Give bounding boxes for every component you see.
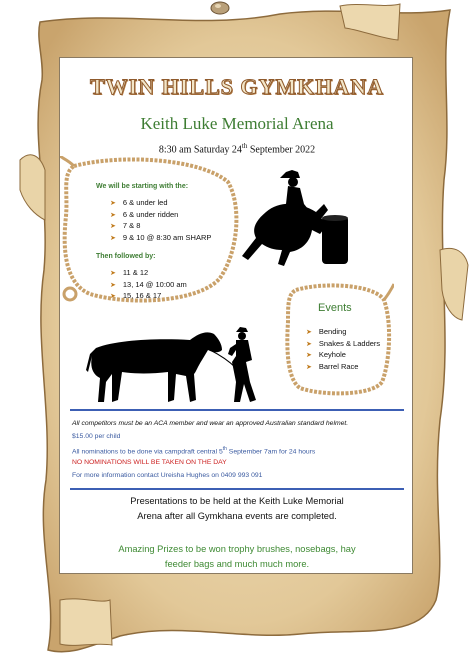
prizes-text: Amazing Prizes to be won trophy brushes, nosebags, hay feeder bags and much much more. (118, 544, 356, 569)
arrow-bullet-icon: ➤ (110, 211, 116, 219)
arrow-bullet-icon: ➤ (110, 270, 116, 277)
list-item: ➤ 7 & 8 (110, 221, 141, 230)
list-item: ➤ Snakes & Ladders (306, 338, 381, 348)
membership-notice: All competitors must be an ACA member and wear an approved Australian standard helmet. (72, 420, 349, 427)
start-block-title: We will be starting with the: (96, 183, 189, 190)
list-item: ➤ 11 & 12 (110, 268, 149, 277)
presentations-text: Presentations to be held at the Keith Luke Memorial Arena after all Gymkhana events are completed. (130, 496, 344, 521)
arrow-bullet-icon: ➤ (110, 200, 116, 207)
barrel-racer-silhouette (240, 164, 356, 270)
list-item: ➤ 9 & 10 @ 8:30 am SHARP (110, 232, 212, 242)
arrow-bullet-icon: ➤ (110, 293, 116, 300)
arrow-bullet-icon: ➤ (110, 223, 116, 230)
push-pin-icon (208, 0, 232, 18)
contact-text: For more information contact Ureisha Hughes on 0409 993 091 (72, 472, 263, 479)
nominations-text: All nominations to be done via campdraft central 5th September 7am for 24 hours (72, 446, 316, 456)
list-item: ➤ 6 & under ridden (110, 209, 179, 219)
start-list (110, 197, 211, 243)
list-item: ➤ Bending (306, 327, 347, 336)
horse-and-girl-silhouette (86, 326, 266, 406)
list-item: ➤ Barrel Race (306, 361, 359, 371)
list-item: ➤ 13, 14 @ 10:00 am (110, 279, 187, 289)
arrow-bullet-icon: ➤ (306, 329, 312, 336)
events-list (306, 326, 380, 372)
followed-list (110, 267, 187, 302)
venue-name: Keith Luke Memorial Arena (140, 114, 334, 133)
divider-top (70, 409, 404, 411)
arrow-bullet-icon: ➤ (306, 352, 312, 359)
event-datetime: 8:30 am Saturday 24th September 2022 (158, 142, 316, 156)
no-nominations-warning: NO NOMINATIONS WILL BE TAKEN ON THE DAY (72, 459, 227, 466)
followed-block-title: Then followed by: (96, 253, 156, 260)
arrow-bullet-icon: ➤ (110, 281, 116, 289)
arrow-bullet-icon: ➤ (306, 340, 312, 348)
arrow-bullet-icon: ➤ (306, 363, 312, 371)
poster-sheet (59, 57, 413, 574)
list-item: ➤ 15, 16 & 17 (110, 291, 162, 300)
arrow-bullet-icon: ➤ (110, 234, 116, 242)
event-title: TWIN HILLS GYMKHANA (89, 74, 385, 99)
events-title: Events (318, 302, 352, 314)
fee-text: $15.00 per child (72, 433, 121, 440)
list-item: ➤ 6 & under led (110, 198, 168, 207)
divider-bottom (70, 488, 404, 490)
list-item: ➤ Keyhole (306, 350, 346, 359)
